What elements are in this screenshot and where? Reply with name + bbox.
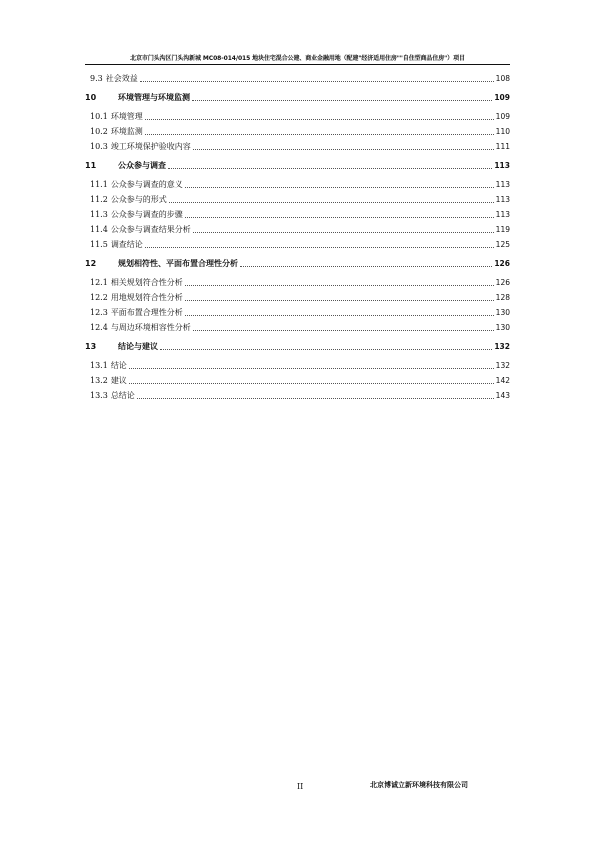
toc-entry-title: 相关规划符合性分析 [110,278,183,287]
toc-dot-leader [169,201,494,203]
toc-dot-leader [240,265,492,267]
toc-entry-title: 社会效益 [105,74,138,83]
toc-entry-title: 用地规划符合性分析 [110,293,183,302]
toc-entry-number: 13.3 [90,391,108,400]
toc-subsection-entry[interactable] [85,70,510,84]
toc-entry-title: 环境管理与环境监测 [118,93,190,102]
toc-entry-number: 9.3 [90,74,103,83]
toc-subsection-entry[interactable] [85,372,510,386]
toc-subsection-entry[interactable] [85,236,510,250]
toc-entry-page: 111 [495,142,510,151]
toc-entry-number: 11.3 [90,210,108,219]
toc-entry-title: 公众参与调查的步骤 [110,210,183,219]
page-number: II [297,782,304,791]
toc-section-entry[interactable] [85,338,510,352]
toc-entry-page: 130 [495,308,510,317]
toc-subsection-entry[interactable] [85,274,510,288]
toc-entry-title: 竣工环境保护验收内容 [110,142,191,151]
toc-entry-number: 12.3 [90,308,108,317]
toc-subsection-entry[interactable] [85,108,510,122]
toc-entry-number: 12.4 [90,323,108,332]
toc-entry-page: 113 [495,180,510,189]
toc-section-entry[interactable] [85,255,510,269]
toc-entry-number: 13.2 [90,376,108,385]
toc-dot-leader [145,246,494,248]
toc-dot-leader [185,186,494,188]
toc-subsection-entry[interactable] [85,319,510,333]
toc-entry-title: 公众参与调查的意义 [110,180,183,189]
toc-entry-title: 总结论 [110,391,135,400]
toc-entry-page: 119 [495,225,510,234]
toc-entry-title: 调查结论 [110,240,143,249]
toc-dot-leader [185,314,494,316]
toc-dot-leader [140,80,494,82]
toc-entry-title: 结论与建议 [118,342,158,351]
toc-dot-leader [129,367,494,369]
toc-entry-page: 143 [495,391,510,400]
toc-subsection-entry[interactable] [85,206,510,220]
toc-dot-leader [192,99,492,101]
toc-dot-leader [145,118,494,120]
toc-entry-page: 130 [495,323,510,332]
toc-entry-page: 126 [494,259,510,268]
toc-dot-leader [193,148,494,150]
toc-dot-leader [193,231,494,233]
toc-dot-leader [168,167,492,169]
toc-entry-title: 公众参与调查 [118,161,166,170]
toc-entry-page: 108 [495,74,510,83]
toc-entry-page: 142 [495,376,510,385]
toc-dot-leader [193,329,494,331]
toc-entry-title: 建议 [110,376,127,385]
toc-entry-title: 与周边环境相容性分析 [110,323,191,332]
toc-entry-title: 公众参与调查结果分析 [110,225,191,234]
toc-entry-number: 12.1 [90,278,108,287]
toc-subsection-entry[interactable] [85,176,510,190]
toc-subsection-entry[interactable] [85,138,510,152]
toc-entry-number: 13 [85,342,97,351]
toc-entry-page: 109 [495,112,510,121]
toc-dot-leader [185,299,494,301]
toc-entry-number: 10.3 [90,142,108,151]
toc-dot-leader [185,216,494,218]
toc-entry-page: 113 [495,195,510,204]
toc-entry-title: 规划相符性、平面布置合理性分析 [118,259,238,268]
toc-entry-number: 11.4 [90,225,108,234]
toc-entry-title: 环境监测 [110,127,143,136]
toc-entry-number: 13.1 [90,361,108,370]
toc-entry-number: 10.1 [90,112,108,121]
toc-entry-title: 平面布置合理性分析 [110,308,183,317]
toc-subsection-entry[interactable] [85,304,510,318]
toc-dot-leader [160,348,492,350]
company-name: 北京博诚立新环境科技有限公司 [370,781,468,789]
toc-entry-page: 132 [495,361,510,370]
toc-subsection-entry[interactable] [85,191,510,205]
toc-entry-number: 12 [85,259,97,268]
toc-dot-leader [137,397,494,399]
toc-subsection-entry[interactable] [85,123,510,137]
toc-subsection-entry[interactable] [85,289,510,303]
toc-entry-title: 结论 [110,361,127,370]
document-header: 北京市门头沟区门头沟新城 MC08-014/015 地块住宅混合公建、商业金融用地（配建"经济适用住房""自住型商品住房"）项目 [130,55,465,62]
toc-subsection-entry[interactable] [85,387,510,401]
toc-entry-number: 12.2 [90,293,108,302]
toc-entry-page: 110 [495,127,510,136]
toc-entry-number: 11 [85,161,97,170]
toc-subsection-entry[interactable] [85,357,510,371]
toc-entry-page: 125 [495,240,510,249]
toc-section-entry[interactable] [85,89,510,103]
toc-entry-title: 公众参与的形式 [110,195,167,204]
toc-entry-page: 126 [495,278,510,287]
toc-entry-number: 11.1 [90,180,108,189]
toc-entry-number: 10.2 [90,127,108,136]
toc-dot-leader [145,133,494,135]
toc-entry-number: 11.2 [90,195,108,204]
toc-entry-number: 10 [85,93,97,102]
toc-dot-leader [129,382,494,384]
toc-entry-page: 113 [494,161,510,170]
toc-dot-leader [185,284,494,286]
toc-entry-page: 109 [494,93,510,102]
toc-entry-page: 132 [494,342,510,351]
header-divider [85,64,510,65]
toc-entry-page: 113 [495,210,510,219]
toc-entry-title: 环境管理 [110,112,143,121]
toc-entry-number: 11.5 [90,240,108,249]
toc-section-entry[interactable] [85,157,510,171]
toc-subsection-entry[interactable] [85,221,510,235]
toc-entry-page: 128 [495,293,510,302]
